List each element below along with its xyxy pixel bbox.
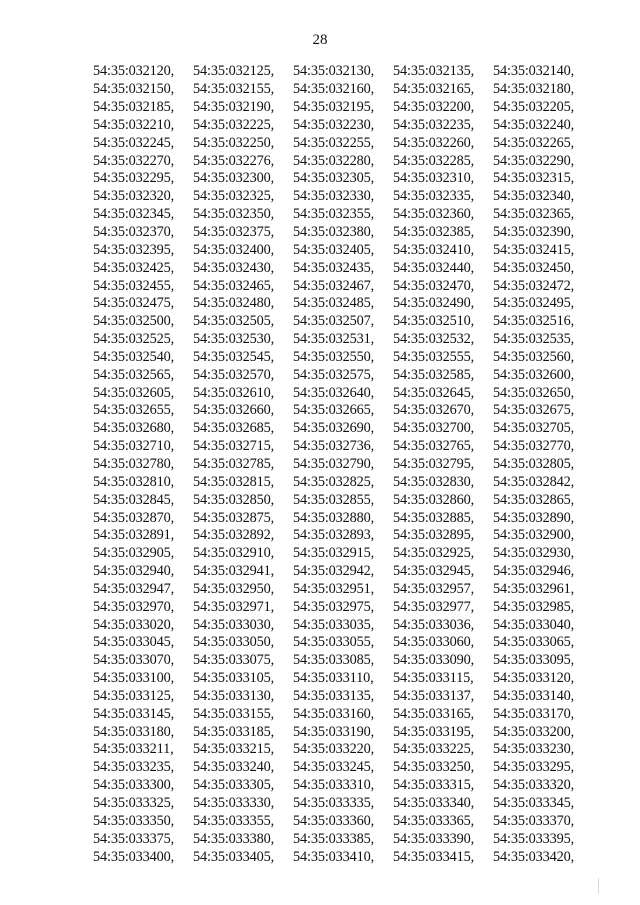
cadastral-number: 54:35:033345, [493,795,575,812]
cadastral-number: 54:35:032285, [393,152,475,169]
cadastral-number: 54:35:032435, [293,259,375,276]
cadastral-number: 54:35:032185, [93,99,175,116]
cadastral-number: 54:35:032970, [93,598,175,615]
list-row [93,473,593,491]
cadastral-number: 54:35:033240, [193,759,275,776]
list-row [93,741,593,759]
cadastral-number: 54:35:033310, [293,777,375,794]
cadastral-number: 54:35:032560, [493,348,575,365]
cadastral-number: 54:35:032355, [293,206,375,223]
cadastral-number: 54:35:032946, [493,563,575,580]
cadastral-number: 54:35:033400, [93,848,175,865]
cadastral-number: 54:35:033065, [493,634,575,651]
cadastral-number: 54:35:033305, [193,777,275,794]
list-row [93,241,593,259]
cadastral-number: 54:35:032565, [93,366,175,383]
cadastral-number: 54:35:033300, [93,777,175,794]
cadastral-number: 54:35:032500, [93,313,175,330]
cadastral-number: 54:35:033120, [493,670,575,687]
list-row [93,152,593,170]
cadastral-number: 54:35:033355, [193,812,275,829]
cadastral-number: 54:35:033050, [193,634,275,651]
cadastral-number: 54:35:033095, [493,652,575,669]
cadastral-number: 54:35:032495, [493,295,575,312]
cadastral-number: 54:35:032865, [493,491,575,508]
cadastral-number: 54:35:033335, [293,795,375,812]
cadastral-number: 54:35:032270, [93,152,175,169]
cadastral-number: 54:35:032780, [93,455,175,472]
cadastral-number: 54:35:032555, [393,348,475,365]
cadastral-number: 54:35:032190, [193,99,275,116]
list-row [93,438,593,456]
list-row [93,277,593,295]
cadastral-number: 54:35:032545, [193,348,275,365]
cadastral-number: 54:35:033415, [393,848,475,865]
cadastral-number: 54:35:033295, [493,759,575,776]
cadastral-number: 54:35:032575, [293,366,375,383]
list-row [93,491,593,509]
cadastral-number: 54:35:032670, [393,402,475,419]
cadastral-number: 54:35:032700, [393,420,475,437]
cadastral-number: 54:35:033410, [293,848,375,865]
cadastral-number: 54:35:033055, [293,634,375,651]
cadastral-number: 54:35:033155, [193,705,275,722]
cadastral-number-list [93,63,593,866]
cadastral-number: 54:35:033145, [93,705,175,722]
cadastral-number: 54:35:032300, [193,170,275,187]
list-row [93,795,593,813]
cadastral-number: 54:35:032380, [293,224,375,241]
list-row [93,705,593,723]
cadastral-number: 54:35:032485, [293,295,375,312]
cadastral-number: 54:35:032225, [193,116,275,133]
cadastral-number: 54:35:033350, [93,812,175,829]
cadastral-number: 54:35:033165, [393,705,475,722]
list-row [93,420,593,438]
list-row [93,456,593,474]
cadastral-number: 54:35:033030, [193,616,275,633]
cadastral-number: 54:35:033185, [193,723,275,740]
cadastral-number: 54:35:032600, [493,366,575,383]
cadastral-number: 54:35:032900, [493,527,575,544]
list-row [93,848,593,866]
cadastral-number: 54:35:032785, [193,455,275,472]
cadastral-number: 54:35:032891, [93,527,175,544]
cadastral-number: 54:35:033020, [93,616,175,633]
cadastral-number: 54:35:032470, [393,277,475,294]
cadastral-number: 54:35:032885, [393,509,475,526]
cadastral-number: 54:35:032280, [293,152,375,169]
cadastral-number: 54:35:032790, [293,455,375,472]
cadastral-number: 54:35:032892, [193,527,275,544]
cadastral-number: 54:35:032810, [93,473,175,490]
cadastral-number: 54:35:032305, [293,170,375,187]
cadastral-number: 54:35:032475, [93,295,175,312]
cadastral-number: 54:35:032180, [493,81,575,98]
list-row [93,812,593,830]
cadastral-number: 54:35:033220, [293,741,375,758]
list-row [93,384,593,402]
cadastral-number: 54:35:032400, [193,241,275,258]
cadastral-number: 54:35:032845, [93,491,175,508]
cadastral-number: 54:35:033215, [193,741,275,758]
cadastral-number: 54:35:033325, [93,795,175,812]
cadastral-number: 54:35:032155, [193,81,275,98]
cadastral-number: 54:35:032940, [93,563,175,580]
cadastral-number: 54:35:033195, [393,723,475,740]
cadastral-number: 54:35:033375, [93,830,175,847]
cadastral-number: 54:35:033395, [493,830,575,847]
cadastral-number: 54:35:033365, [393,812,475,829]
cadastral-number: 54:35:032890, [493,509,575,526]
cadastral-number: 54:35:032685, [193,420,275,437]
cadastral-number: 54:35:033225, [393,741,475,758]
cadastral-number: 54:35:032915, [293,545,375,562]
cadastral-number: 54:35:032290, [493,152,575,169]
list-row [93,545,593,563]
cadastral-number: 54:35:033110, [293,670,374,687]
cadastral-number: 54:35:033070, [93,652,175,669]
cadastral-number: 54:35:033360, [293,812,375,829]
list-row [93,224,593,242]
cadastral-number: 54:35:032842, [493,473,575,490]
list-row [93,259,593,277]
cadastral-number: 54:35:032440, [393,259,475,276]
list-row [93,723,593,741]
cadastral-number: 54:35:033330, [193,795,275,812]
cadastral-number: 54:35:032205, [493,99,575,116]
cadastral-number: 54:35:032350, [193,206,275,223]
cadastral-number: 54:35:032510, [393,313,475,330]
cadastral-number: 54:35:033090, [393,652,475,669]
list-row [93,206,593,224]
cadastral-number: 54:35:032480, [193,295,275,312]
cadastral-number: 54:35:033320, [493,777,575,794]
cadastral-number: 54:35:032310, [393,170,475,187]
list-row [93,117,593,135]
cadastral-number: 54:35:032425, [93,259,175,276]
cadastral-number: 54:35:032255, [293,134,375,151]
cadastral-number: 54:35:032540, [93,348,175,365]
cadastral-number: 54:35:033100, [93,670,175,687]
cadastral-number: 54:35:032971, [193,598,275,615]
list-row [93,777,593,795]
cadastral-number: 54:35:032125, [193,63,275,80]
cadastral-number: 54:35:033200, [493,723,575,740]
cadastral-number: 54:35:032531, [293,331,375,348]
cadastral-number: 54:35:032295, [93,170,175,187]
cadastral-number: 54:35:033235, [93,759,175,776]
cadastral-number: 54:35:032455, [93,277,175,294]
cadastral-number: 54:35:032705, [493,420,575,437]
cadastral-number: 54:35:032250, [193,134,275,151]
cadastral-number: 54:35:033315, [393,777,475,794]
list-row [93,99,593,117]
list-row [93,295,593,313]
cadastral-number: 54:35:033140, [493,687,575,704]
cadastral-number: 54:35:032235, [393,116,475,133]
cadastral-number: 54:35:032535, [493,331,575,348]
list-row [93,616,593,634]
cadastral-number: 54:35:033211, [93,741,174,758]
cadastral-number: 54:35:032655, [93,402,175,419]
list-row [93,527,593,545]
cadastral-number: 54:35:032370, [93,224,175,241]
cadastral-number: 54:35:032467, [293,277,375,294]
cadastral-number: 54:35:032930, [493,545,575,562]
list-row [93,652,593,670]
cadastral-number: 54:35:033190, [293,723,375,740]
cadastral-number: 54:35:032365, [493,206,575,223]
cadastral-number: 54:35:032315, [493,170,575,187]
cadastral-number: 54:35:032665, [293,402,375,419]
cadastral-number: 54:35:032680, [93,420,175,437]
cadastral-number: 54:35:032942, [293,563,375,580]
cadastral-number: 54:35:033045, [93,634,175,651]
cadastral-number: 54:35:032195, [293,99,375,116]
cadastral-number: 54:35:032130, [293,63,375,80]
cadastral-number: 54:35:033125, [93,687,175,704]
cadastral-number: 54:35:032941, [193,563,275,580]
cadastral-number: 54:35:032650, [493,384,575,401]
cadastral-number: 54:35:032830, [393,473,475,490]
cadastral-number: 54:35:032490, [393,295,475,312]
cadastral-number: 54:35:032610, [193,384,275,401]
cadastral-number: 54:35:032395, [93,241,175,258]
cadastral-number: 54:35:032880, [293,509,375,526]
list-row [93,670,593,688]
cadastral-number: 54:35:032805, [493,455,575,472]
cadastral-number: 54:35:032945, [393,563,475,580]
cadastral-number: 54:35:032770, [493,438,575,455]
list-row [93,188,593,206]
cadastral-number: 54:35:032320, [93,188,175,205]
cadastral-number: 54:35:033105, [193,670,275,687]
list-row [93,331,593,349]
cadastral-number: 54:35:032765, [393,438,475,455]
cadastral-number: 54:35:032905, [93,545,175,562]
cadastral-number: 54:35:032360, [393,206,475,223]
cadastral-number: 54:35:033180, [93,723,175,740]
list-row [93,134,593,152]
cadastral-number: 54:35:033230, [493,741,575,758]
cadastral-number: 54:35:033035, [293,616,375,633]
list-row [93,634,593,652]
list-row [93,598,593,616]
cadastral-number: 54:35:032910, [193,545,275,562]
list-row [93,759,593,777]
list-row [93,63,593,81]
cadastral-number: 54:35:032855, [293,491,375,508]
cadastral-number: 54:35:032710, [93,438,175,455]
cadastral-number: 54:35:033137, [393,687,475,704]
cadastral-number: 54:35:033380, [193,830,275,847]
cadastral-number: 54:35:033385, [293,830,375,847]
cadastral-number: 54:35:032850, [193,491,275,508]
cadastral-number: 54:35:033420, [493,848,575,865]
cadastral-number: 54:35:032951, [293,580,375,597]
cadastral-number: 54:35:032957, [393,580,475,597]
cadastral-number: 54:35:032405, [293,241,375,258]
cadastral-number: 54:35:033130, [193,687,275,704]
cadastral-number: 54:35:032335, [393,188,475,205]
list-row [93,509,593,527]
cadastral-number: 54:35:032525, [93,331,175,348]
cadastral-number: 54:35:032532, [393,331,475,348]
cadastral-number: 54:35:032860, [393,491,475,508]
cadastral-number: 54:35:032640, [293,384,375,401]
cadastral-number: 54:35:032961, [493,580,575,597]
cadastral-number: 54:35:032975, [293,598,375,615]
cadastral-number: 54:35:032276, [193,152,275,169]
cadastral-number: 54:35:033135, [293,687,375,704]
cadastral-number: 54:35:032240, [493,116,575,133]
cadastral-number: 54:35:032430, [193,259,275,276]
cadastral-number: 54:35:032465, [193,277,275,294]
list-row [93,580,593,598]
cadastral-number: 54:35:032795, [393,455,475,472]
list-row [93,81,593,99]
cadastral-number: 54:35:032245, [93,134,175,151]
cadastral-number: 54:35:032200, [393,99,475,116]
cadastral-number: 54:35:032390, [493,224,575,241]
cadastral-number: 54:35:033250, [393,759,475,776]
cadastral-number: 54:35:032410, [393,241,475,258]
cadastral-number: 54:35:032690, [293,420,375,437]
cadastral-number: 54:35:032815, [193,473,275,490]
cadastral-number: 54:35:032260, [393,134,475,151]
list-row [93,830,593,848]
cadastral-number: 54:35:032605, [93,384,175,401]
cadastral-number: 54:35:032675, [493,402,575,419]
cadastral-number: 54:35:033370, [493,812,575,829]
scan-artifact [598,878,599,894]
cadastral-number: 54:35:032977, [393,598,475,615]
list-row [93,402,593,420]
cadastral-number: 54:35:032585, [393,366,475,383]
cadastral-number: 54:35:032895, [393,527,475,544]
cadastral-number: 54:35:032507, [293,313,375,330]
cadastral-number: 54:35:032893, [293,527,375,544]
cadastral-number: 54:35:032340, [493,188,575,205]
cadastral-number: 54:35:032925, [393,545,475,562]
cadastral-number: 54:35:032345, [93,206,175,223]
cadastral-number: 54:35:032265, [493,134,575,151]
cadastral-number: 54:35:032870, [93,509,175,526]
cadastral-number: 54:35:032140, [493,63,575,80]
list-row [93,563,593,581]
cadastral-number: 54:35:032230, [293,116,375,133]
cadastral-number: 54:35:032516, [493,313,575,330]
cadastral-number: 54:35:032550, [293,348,375,365]
cadastral-number: 54:35:032825, [293,473,375,490]
cadastral-number: 54:35:032950, [193,580,275,597]
cadastral-number: 54:35:032530, [193,331,275,348]
cadastral-number: 54:35:033060, [393,634,475,651]
cadastral-number: 54:35:033160, [293,705,375,722]
cadastral-number: 54:35:032570, [193,366,275,383]
cadastral-number: 54:35:032875, [193,509,275,526]
cadastral-number: 54:35:032645, [393,384,475,401]
list-row [93,349,593,367]
cadastral-number: 54:35:032375, [193,224,275,241]
cadastral-number: 54:35:032325, [193,188,275,205]
cadastral-number: 54:35:033170, [493,705,575,722]
cadastral-number: 54:35:033075, [193,652,275,669]
list-row [93,313,593,331]
cadastral-number: 54:35:032160, [293,81,375,98]
page-number: 28 [312,32,328,48]
cadastral-number: 54:35:032150, [93,81,175,98]
cadastral-number: 54:35:033085, [293,652,375,669]
cadastral-number: 54:35:032210, [93,116,175,133]
cadastral-number: 54:35:032947, [93,580,175,597]
cadastral-number: 54:35:033036, [393,616,475,633]
cadastral-number: 54:35:032135, [393,63,475,80]
cadastral-number: 54:35:032472, [493,277,575,294]
cadastral-number: 54:35:032330, [293,188,375,205]
cadastral-number: 54:35:033115, [393,670,474,687]
cadastral-number: 54:35:032985, [493,598,575,615]
cadastral-number: 54:35:032736, [293,438,375,455]
cadastral-number: 54:35:033245, [293,759,375,776]
cadastral-number: 54:35:032385, [393,224,475,241]
cadastral-number: 54:35:033390, [393,830,475,847]
cadastral-number: 54:35:033040, [493,616,575,633]
cadastral-number: 54:35:033405, [193,848,275,865]
cadastral-number: 54:35:032415, [493,241,575,258]
cadastral-number: 54:35:032660, [193,402,275,419]
list-row [93,688,593,706]
list-row [93,366,593,384]
cadastral-number: 54:35:032120, [93,63,175,80]
cadastral-number: 54:35:032450, [493,259,575,276]
cadastral-number: 54:35:032505, [193,313,275,330]
cadastral-number: 54:35:032715, [193,438,275,455]
cadastral-number: 54:35:032165, [393,81,475,98]
cadastral-number: 54:35:033340, [393,795,475,812]
list-row [93,170,593,188]
